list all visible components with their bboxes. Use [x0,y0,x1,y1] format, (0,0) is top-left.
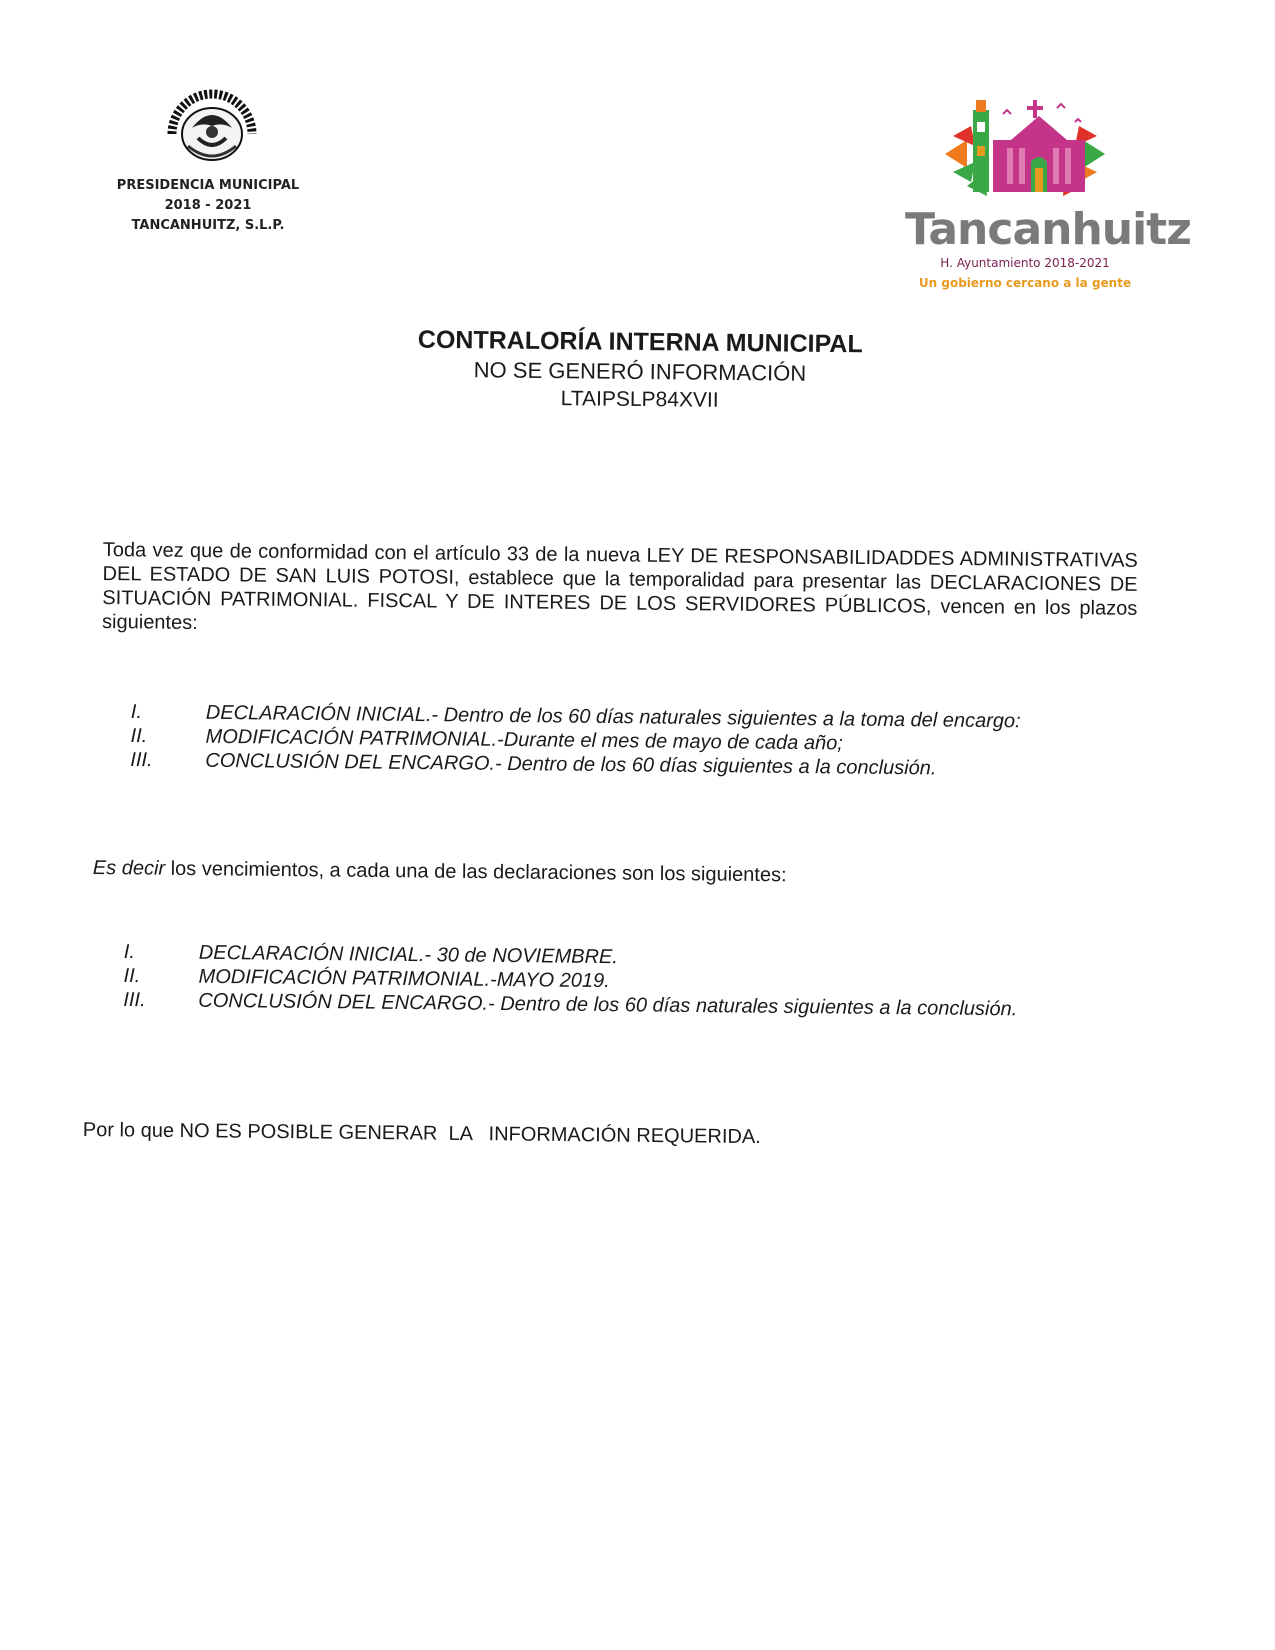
list-item-number: III. [130,748,153,772]
sentence-emphasis: Es decir [92,856,166,880]
document-title: CONTRALORÍA INTERNA MUNICIPAL [417,325,863,359]
list-item-text: DECLARACIÓN INICIAL.- Dentro de los 60 días naturales siguientes a la toma del encargo: [205,701,1021,733]
intro-paragraph: Toda vez que de conformidad con el artículo 33 de la nueva LEY DE RESPONSABILIDADDES ADMINISTRATIVAS DEL ESTADO DE SAN LUIS POTOSI, establece que la temporalidad para presentar las DECLARACIONES DE SITUACIÓN PATRIMONIAL. FISCAL Y DE INTERES DE LOS SERVIDORES PÚBLICOS, vencen en los plazos siguientes: [102,538,1138,634]
closing-statement: Por lo que NO ES POSIBLE GENERAR LA INFORMACIÓN REQUERIDA. [82,1119,761,1149]
title-block [300,322,981,417]
list-item-text: MODIFICACIÓN PATRIMONIAL.-MAYO 2019. [198,965,610,993]
list-item-text: CONCLUSIÓN DEL ENCARGO.- Dentro de los 60 días naturales siguientes a la conclusión. [198,989,1018,1021]
list-item-number: I. [130,700,143,724]
mexican-coat-of-arms-seal-icon [158,82,266,168]
list-item-number: II. [130,724,148,748]
list-item-number: I. [123,940,136,964]
logo-name: Tancanhuitz [905,204,1191,255]
document-subtitle: NO SE GENERÓ INFORMACIÓN [473,357,807,386]
list-item-number: III. [123,988,146,1012]
vencimientos-list [123,940,1134,1023]
presidencia-header [108,176,308,236]
list-item-text: MODIFICACIÓN PATRIMONIAL.-Durante el mes de mayo de cada año; [205,725,843,755]
logo-tagline: Un gobierno cercano a la gente [918,276,1132,290]
list-item-text: CONCLUSIÓN DEL ENCARGO.- Dentro de los 60 días siguientes a la conclusión. [205,749,937,780]
document-code: LTAIPSLP84XVII [560,387,719,412]
plazos-list [130,700,1141,783]
tancanhuitz-church-logo-icon [945,96,1105,212]
header-line: PRESIDENCIA MUNICIPAL [116,178,300,193]
header-line: 2018 - 2021 [164,198,252,213]
logo-subtitle: H. Ayuntamiento 2018-2021 [940,256,1110,270]
header-line: TANCANHUITZ, S.L.P. [131,218,285,233]
sentence-rest: los vencimientos, a cada una de las declaraciones son los siguientes: [165,857,787,887]
list-item-text: DECLARACIÓN INICIAL.- 30 de NOVIEMBRE. [198,941,618,969]
es-decir-sentence [93,856,993,889]
list-item-number: II. [123,964,141,988]
